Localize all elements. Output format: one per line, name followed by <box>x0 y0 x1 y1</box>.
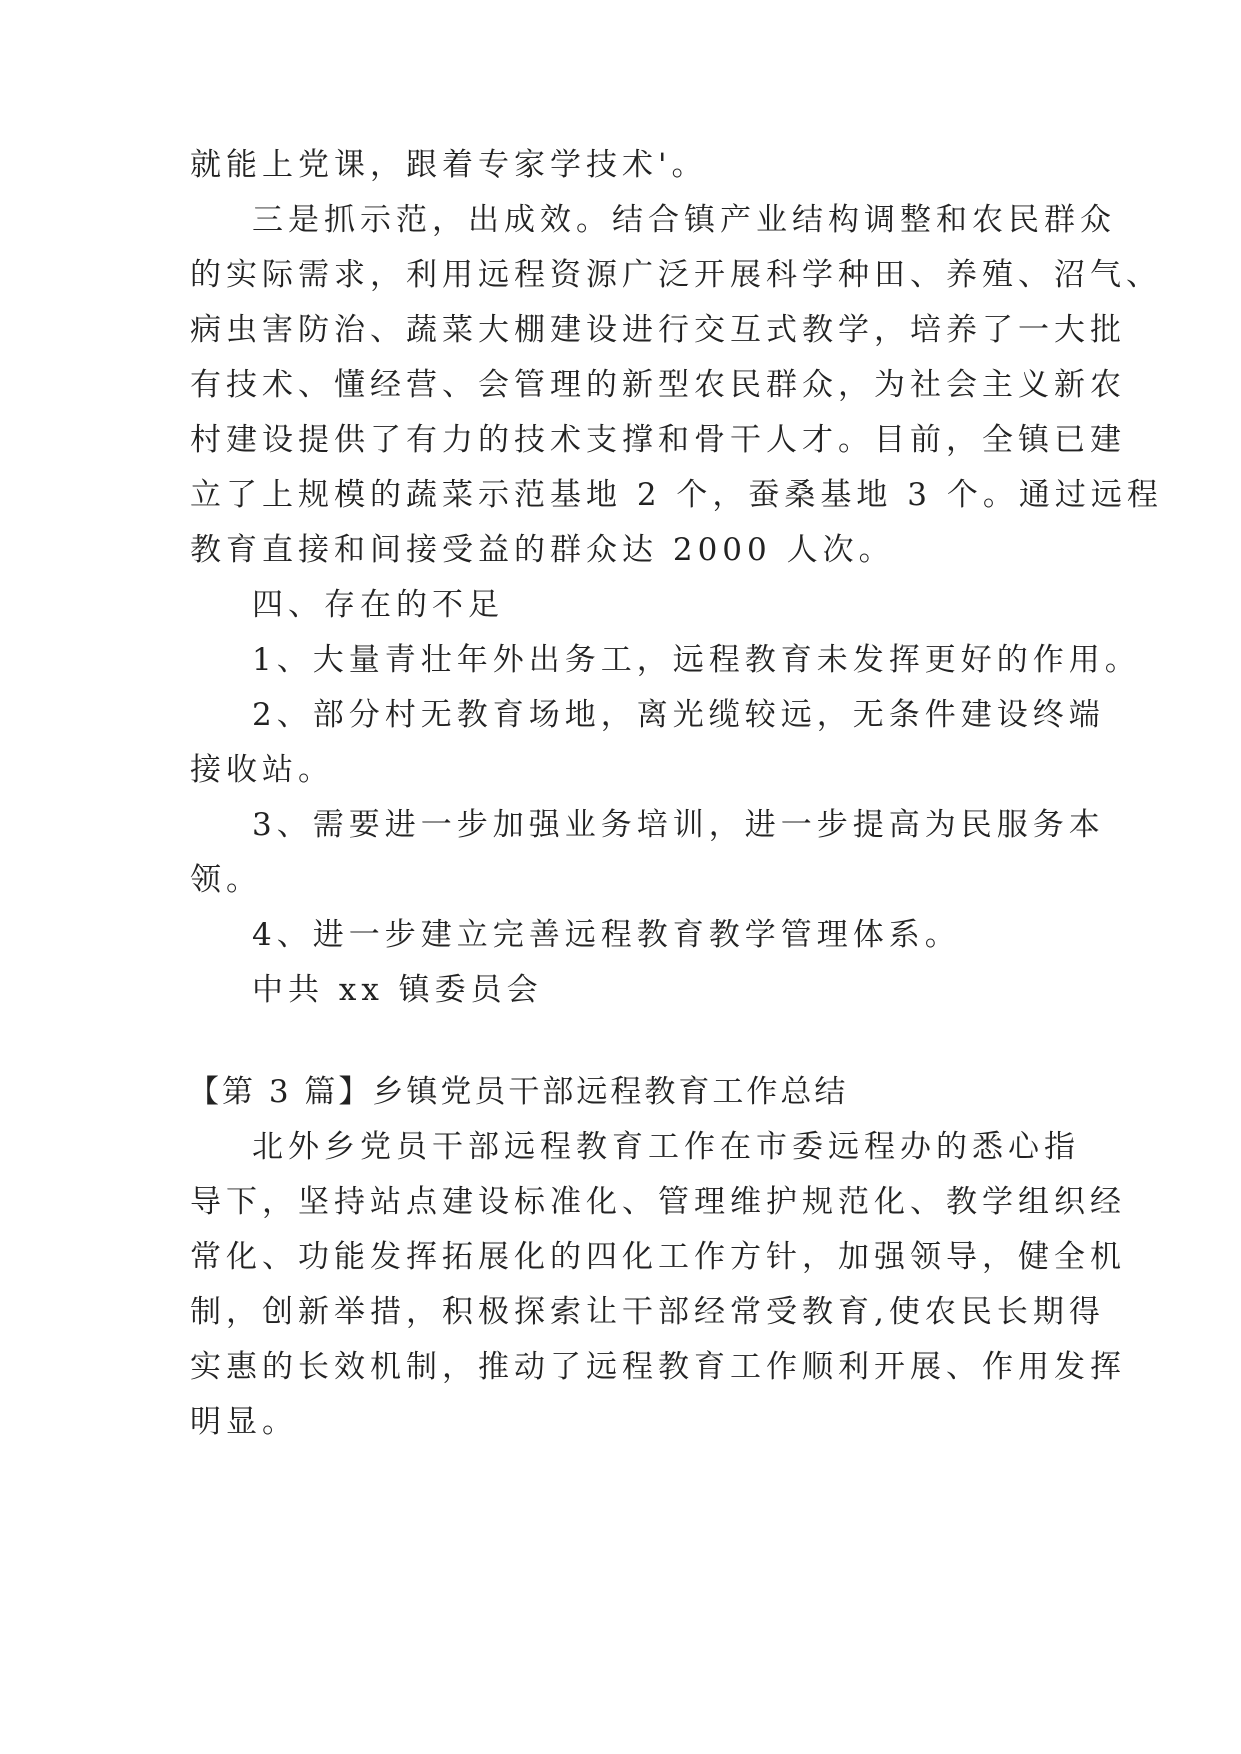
paragraph-line: 制，创新举措，积极探索让干部经常受教育,使农民长期得 <box>190 1294 1105 1330</box>
paragraph-line: 导下，坚持站点建设标准化、管理维护规范化、教学组织经 <box>190 1184 1126 1220</box>
paragraph-line: 三是抓示范，出成效。结合镇产业结构调整和农民群众 <box>252 202 1116 238</box>
signature-line: 中共 xx 镇委员会 <box>252 972 543 1008</box>
section-heading: 四、存在的不足 <box>252 587 504 623</box>
paragraph-line: 就能上党课，跟着专家学技术'。 <box>190 147 708 183</box>
list-item-continuation: 接收站。 <box>190 752 334 788</box>
paragraph-line: 有技术、懂经营、会管理的新型农民群众，为社会主义新农 <box>190 367 1126 403</box>
paragraph-line: 北外乡党员干部远程教育工作在市委远程办的悉心指 <box>252 1129 1080 1165</box>
paragraph-line: 明显。 <box>190 1404 298 1440</box>
paragraph-line: 病虫害防治、蔬菜大棚建设进行交互式教学，培养了一大批 <box>190 312 1126 348</box>
list-item: 4、进一步建立完善远程教育教学管理体系。 <box>252 917 961 953</box>
list-item-continuation: 领。 <box>190 862 262 898</box>
list-item: 1、大量青壮年外出务工，远程教育未发挥更好的作用。 <box>252 642 1141 678</box>
paragraph-line: 实惠的长效机制，推动了远程教育工作顺利开展、作用发挥 <box>190 1349 1126 1385</box>
article-title: 【第 3 篇】乡镇党员干部远程教育工作总结 <box>188 1074 849 1110</box>
list-item: 3、需要进一步加强业务培训，进一步提高为民服务本 <box>252 807 1105 843</box>
list-item: 2、部分村无教育场地，离光缆较远，无条件建设终端 <box>252 697 1105 733</box>
paragraph-line: 教育直接和间接受益的群众达 2000 人次。 <box>190 532 895 568</box>
paragraph-line: 村建设提供了有力的技术支撑和骨干人才。目前，全镇已建 <box>190 422 1126 458</box>
paragraph-line: 立了上规模的蔬菜示范基地 2 个，蚕桑基地 3 个。通过远程 <box>190 477 1163 513</box>
paragraph-line: 常化、功能发挥拓展化的四化工作方针，加强领导，健全机 <box>190 1239 1126 1275</box>
paragraph-line: 的实际需求，利用远程资源广泛开展科学种田、养殖、沼气、 <box>190 257 1162 293</box>
